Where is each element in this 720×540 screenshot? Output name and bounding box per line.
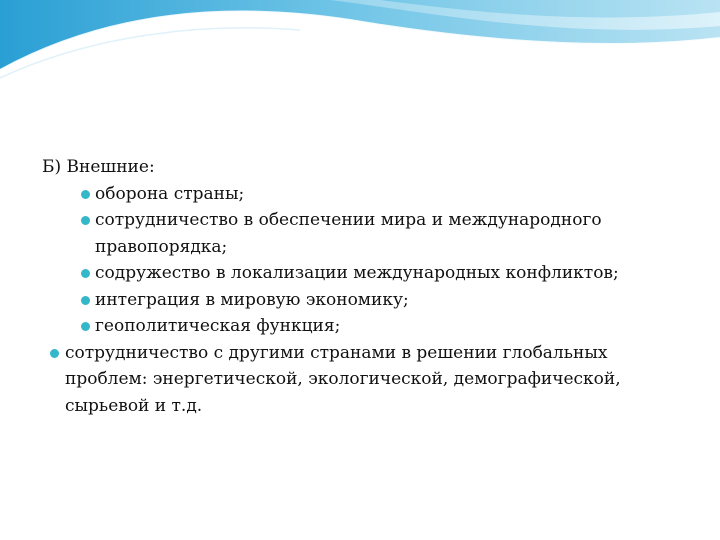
list-item [42,340,682,420]
list-item-text: геополитическая функция; [95,316,341,336]
list-item-text: сотрудничество в обеспечении мира и международного правопорядка; [95,210,602,257]
list-item-text: интеграция в мировую экономику; [95,289,409,310]
header-wave-decoration [0,0,720,90]
sub-bullet-list [42,181,682,340]
list-item-text: сотрудничество с другими странами в решении глобальных проблем: энергетической, экологической, демографической, сырьевой и т.д. [65,342,621,416]
list-item [42,260,682,287]
list-item [42,313,682,340]
slide-content [42,154,682,419]
list-item [42,181,682,208]
top-bullet-list [42,340,682,420]
list-item [42,287,682,314]
bullet-icon [81,269,90,278]
bullet-icon [81,190,90,199]
heading-external: Б) Внешние: [42,157,155,177]
bullet-icon [81,322,90,331]
bullet-icon [50,349,59,358]
list-item-text: содружество в локализации международных конфликтов; [95,263,619,283]
list-item-text: оборона страны; [95,183,245,204]
list-item [42,207,682,260]
bullet-icon [81,296,90,305]
bullet-icon [81,216,90,225]
